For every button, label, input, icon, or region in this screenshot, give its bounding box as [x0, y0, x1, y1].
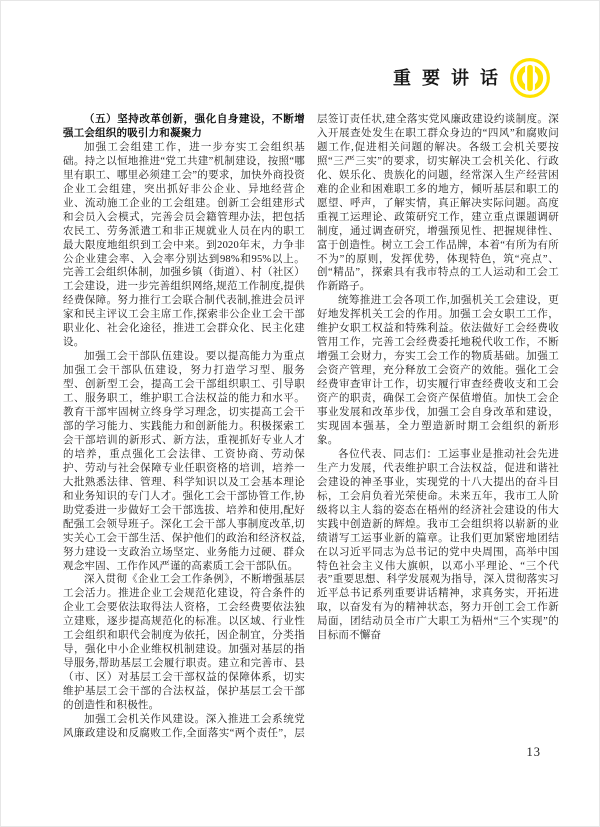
paragraph-heading: （五）坚持改革创新，强化自身建设，不断增强工会组织的吸引力和凝聚力	[63, 114, 305, 139]
paragraph-closing: 各位代表、同志们：工运事业是推动社会先进生产力发展，代表维护职工合法权益，促进和谐社会建设的神圣事业，实现党的十八大提出的奋斗目标，工会肩负着光荣使命。未来五年，我市工人阶级将以主人翁的姿态在梧州的经济社会建设的伟大实践中创造新的辉煌。我市工会组织将以崭新的业绩谱写工运事业新的篇章。让我们更加紧密地团结在以习近平同志为总书记的党中央周围，高举中国特色社会主义伟大旗帜，以邓小平理论、“三个代表”重要思想、科学发展观为指导，深入贯彻落实习近平总书记系列重要讲话精神，求真务实，开拓进取，以奋发有为的精神状态，努力开创工会工作新局面，团结动员全市广大职工为梧州“三个实现”的目标而不懈奋	[317, 448, 559, 642]
paragraph-cadre-team: 加强工会干部队伍建设。要以提高能力为重点加强工会干部队伍建设，努力打造学习型、服务型、创新型工会，提高工会干部组织职工、引导职工、服务职工，维护职工合法权益的能力和水平。教育干部牢固树立终身学习理念，切实提高工会干部的学习能力、实践能力和创新能力。积极探索工会干部培训的新形式、新方法，重视抓好专业人才的培养，重点强化工会法律、工资协商、劳动保护、劳动与社会保障专业任职资格的培训，培养一大批熟悉法律、管理、科学知识以及工会基本理论和业务知识的专门人才。强化工会干部协管工作,协助党委进一步做好工会干部选拔、培养和使用,配好配强工会领导班子。深化工会干部人事制度改革,切实关心工会干部生活、保护他们的政治和经济权益,努力建设一支政治立场坚定、业务能力过硬、群众观念牢固、工作作风严谨的高素质工会干部队伍。	[63, 351, 305, 572]
article-body	[63, 113, 559, 745]
page-header	[393, 57, 551, 99]
paragraph-grassroots: 深入贯彻《企业工会工作条例》，不断增强基层工会活力。推进企业工会规范化建设，符合条件的企业工会要依法取得法人资格，工会经费要依法独立建账，逐步提高规范化的标准。以区域、行业性工会组织和职代会制度为依托，因企制宜，分类指导，强化中小企业维权机制建设。加强对基层的指导服务,帮助基层工会履行职责。建立和完善市、县（市、区）对基层工会干部权益的保障体系，切实维护基层工会干部的合法权益，保护基层工会干部的创造性和积极性。	[63, 574, 305, 712]
union-emblem-icon	[509, 57, 551, 99]
paragraph-organizing: 加强工会组建工作，进一步夯实工会组织基础。持之以恒地推进“党工共建”机制建设，按照“哪里有职工、哪里必须建工会”的要求，加快外商投资企业工会组建，突出抓好非公企业、异地经营企业、流动施工企业的工会组建。创新工会组建形式和会员入会模式，完善会员会籍管理办法，把包括农民工、劳务派遣工和非正规就业人员在内的职工最大限度地组织到工会中来。到2020年末，力争非公企业建会率、入会率分别达到98%和95%以上。完善工会组织体制，加强乡镇（街道）、村（社区）工会建设，进一步完善组织网络,规范工作制度,提供经费保障。努力推行工会联合制代表制,推进会员评家和民主评议工会主席工作,探索非公企业工会干部职业化、社会化途径，推进工会群众化、民主化建设。	[63, 141, 305, 349]
paragraph-overall-work: 统筹推进工会各项工作,加强机关工会建设，更好地发挥机关工会的作用。加强工会女职工工作，维护女职工权益和特殊利益。依法做好工会经费收管用工作，完善工会经费委托地税代收工作，不断增强工会财力，夯实工会工作的物质基础。加强工会资产管理，充分释放工会资产的效能。强化工会经费审查审计工作，切实履行审查经费收支和工会资产的职责，确保工会资产保值增值。加快工会企事业发展和改革步伐，加强工会自身改革和建设，实现固本强基，全力塑造新时期工会组织的新形象。	[317, 295, 559, 446]
page-number: 13	[526, 745, 541, 759]
header-title: 重要讲话	[393, 68, 509, 88]
paragraph-work-style: 加强工会机关作风建设。深入推进工会系统党风廉政建设和反腐败工作,全面落实“两个责任”，层层签订责任状,建全落实党风廉政建设约谈制度。深入开展查处发生在职工群众身边的“四风”和腐败问题工作,促进相关问题的解决。各级工会机关要按照“三严三实”的要求，切实解决工会机关化、行政化、娱乐化、贵族化的问题，经常深入生产经营困难的企业和困难职工多的地方，倾听基层和职工的愿望、呼声，了解实情，真正解决实际问题。高度重视工运理论、政策研究工作，建立重点课题调研制度，通过调查研究，增强预见性、把握规律性、富于创造性。树立工会工作品牌，本着“有所为有所不为”的原则，发挥优势，体现特色，筑“亮点”、创“精品”，探索具有我市特点的工人运动和工会工作新路子。	[63, 114, 559, 739]
